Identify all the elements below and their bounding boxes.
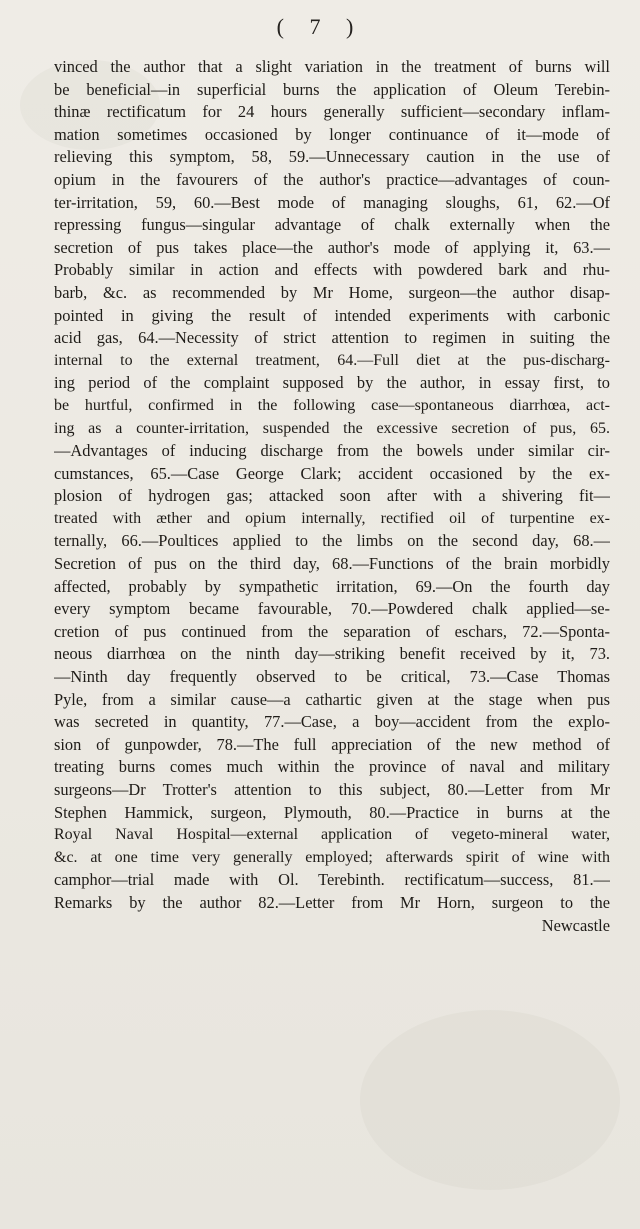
- text-line: Secretion of pus on the third day, 68.—Functions of the brain morbidly: [54, 554, 610, 574]
- text-line: affected, probably by sympathetic irritation, 69.—On the fourth day: [54, 576, 610, 596]
- text-line: relieving this symptom, 58, 59.—Unnecessary caution in the use of: [54, 147, 610, 167]
- text-line: Royal Naval Hospital—external application of vegeto-mineral water,: [54, 826, 610, 844]
- text-line: Stephen Hammick, surgeon, Plymouth, 80.—Practice in burns at the: [54, 802, 610, 822]
- text-line: Probably similar in action and effects with powdered bark and rhu-: [54, 260, 610, 280]
- text-line: mation sometimes occasioned by longer continuance of it—mode of: [54, 124, 610, 144]
- text-line: pointed in giving the result of intended experiments with carbonic: [54, 305, 610, 325]
- text-line: be hurtful, confirmed in the following case—spontaneous diarrhœa, act-: [54, 396, 610, 414]
- body-text: [54, 56, 610, 937]
- text-line: barb, &c. as recommended by Mr Home, surgeon—the author disap-: [54, 282, 610, 302]
- text-line: ter-irritation, 59, 60.—Best mode of managing sloughs, 61, 62.—Of: [54, 192, 610, 212]
- text-line: repressing fungus—singular advantage of chalk externally when the: [54, 215, 610, 235]
- text-line: —Advantages of inducing discharge from the bowels under similar cir-: [54, 441, 610, 461]
- text-line: opium in the favourers of the author's practice—advantages of coun-: [54, 169, 610, 189]
- text-line: Remarks by the author 82.—Letter from Mr Horn, surgeon to the: [54, 892, 610, 912]
- text-line: secretion of pus takes place—the author's mode of applying it, 63.—: [54, 237, 610, 257]
- text-line: plosion of hydrogen gas; attacked soon after with a shivering fit—: [54, 486, 610, 506]
- text-line: be beneficial—in superficial burns the application of Oleum Terebin-: [54, 79, 610, 99]
- text-line: ing as a counter-irritation, suspended the excessive secretion of pus, 65.: [54, 419, 610, 437]
- text-line: camphor—trial made with Ol. Terebinth. rectificatum—success, 81.—: [54, 870, 610, 890]
- text-line: treated with æther and opium internally, rectified oil of turpentine ex-: [54, 509, 610, 527]
- text-line: vinced the author that a slight variation in the treatment of burns will: [54, 57, 610, 76]
- text-line: was secreted in quantity, 77.—Case, a boy—accident from the explo-: [54, 712, 610, 732]
- text-line: surgeons—Dr Trotter's attention to this subject, 80.—Letter from Mr: [54, 780, 610, 799]
- text-line: treating burns comes much within the province of naval and military: [54, 757, 610, 777]
- text-line: thinæ rectificatum for 24 hours generally sufficient—secondary inflam-: [54, 102, 610, 122]
- paper-stain: [360, 1010, 620, 1190]
- text-line: neous diarrhœa on the ninth day—striking benefit received by it, 73.: [54, 644, 610, 664]
- text-line: cretion of pus continued from the separation of eschars, 72.—Sponta-: [54, 621, 610, 641]
- text-line: cumstances, 65.—Case George Clark; accident occasioned by the ex-: [54, 463, 610, 483]
- text-line: sion of gunpowder, 78.—The full appreciation of the new method of: [54, 734, 610, 754]
- text-line: ing period of the complaint supposed by the author, in essay first, to: [54, 373, 610, 393]
- text-line: every symptom became favourable, 70.—Powdered chalk applied—se-: [54, 599, 610, 619]
- text-line: ternally, 66.—Poultices applied to the limbs on the second day, 68.—: [54, 531, 610, 551]
- page-number: ( 7 ): [276, 14, 364, 39]
- text-line: internal to the external treatment, 64.—Full diet at the pus-discharg-: [54, 351, 610, 369]
- catchword: Newcastle: [541, 915, 610, 935]
- text-line: Pyle, from a similar cause—a cathartic given at the stage when pus: [54, 689, 610, 709]
- text-line: acid gas, 64.—Necessity of strict attention to regimen in suiting the: [54, 328, 610, 348]
- text-line: &c. at one time very generally employed; afterwards spirit of wine with: [54, 848, 610, 866]
- text-line: —Ninth day frequently observed to be critical, 73.—Case Thomas: [54, 667, 610, 687]
